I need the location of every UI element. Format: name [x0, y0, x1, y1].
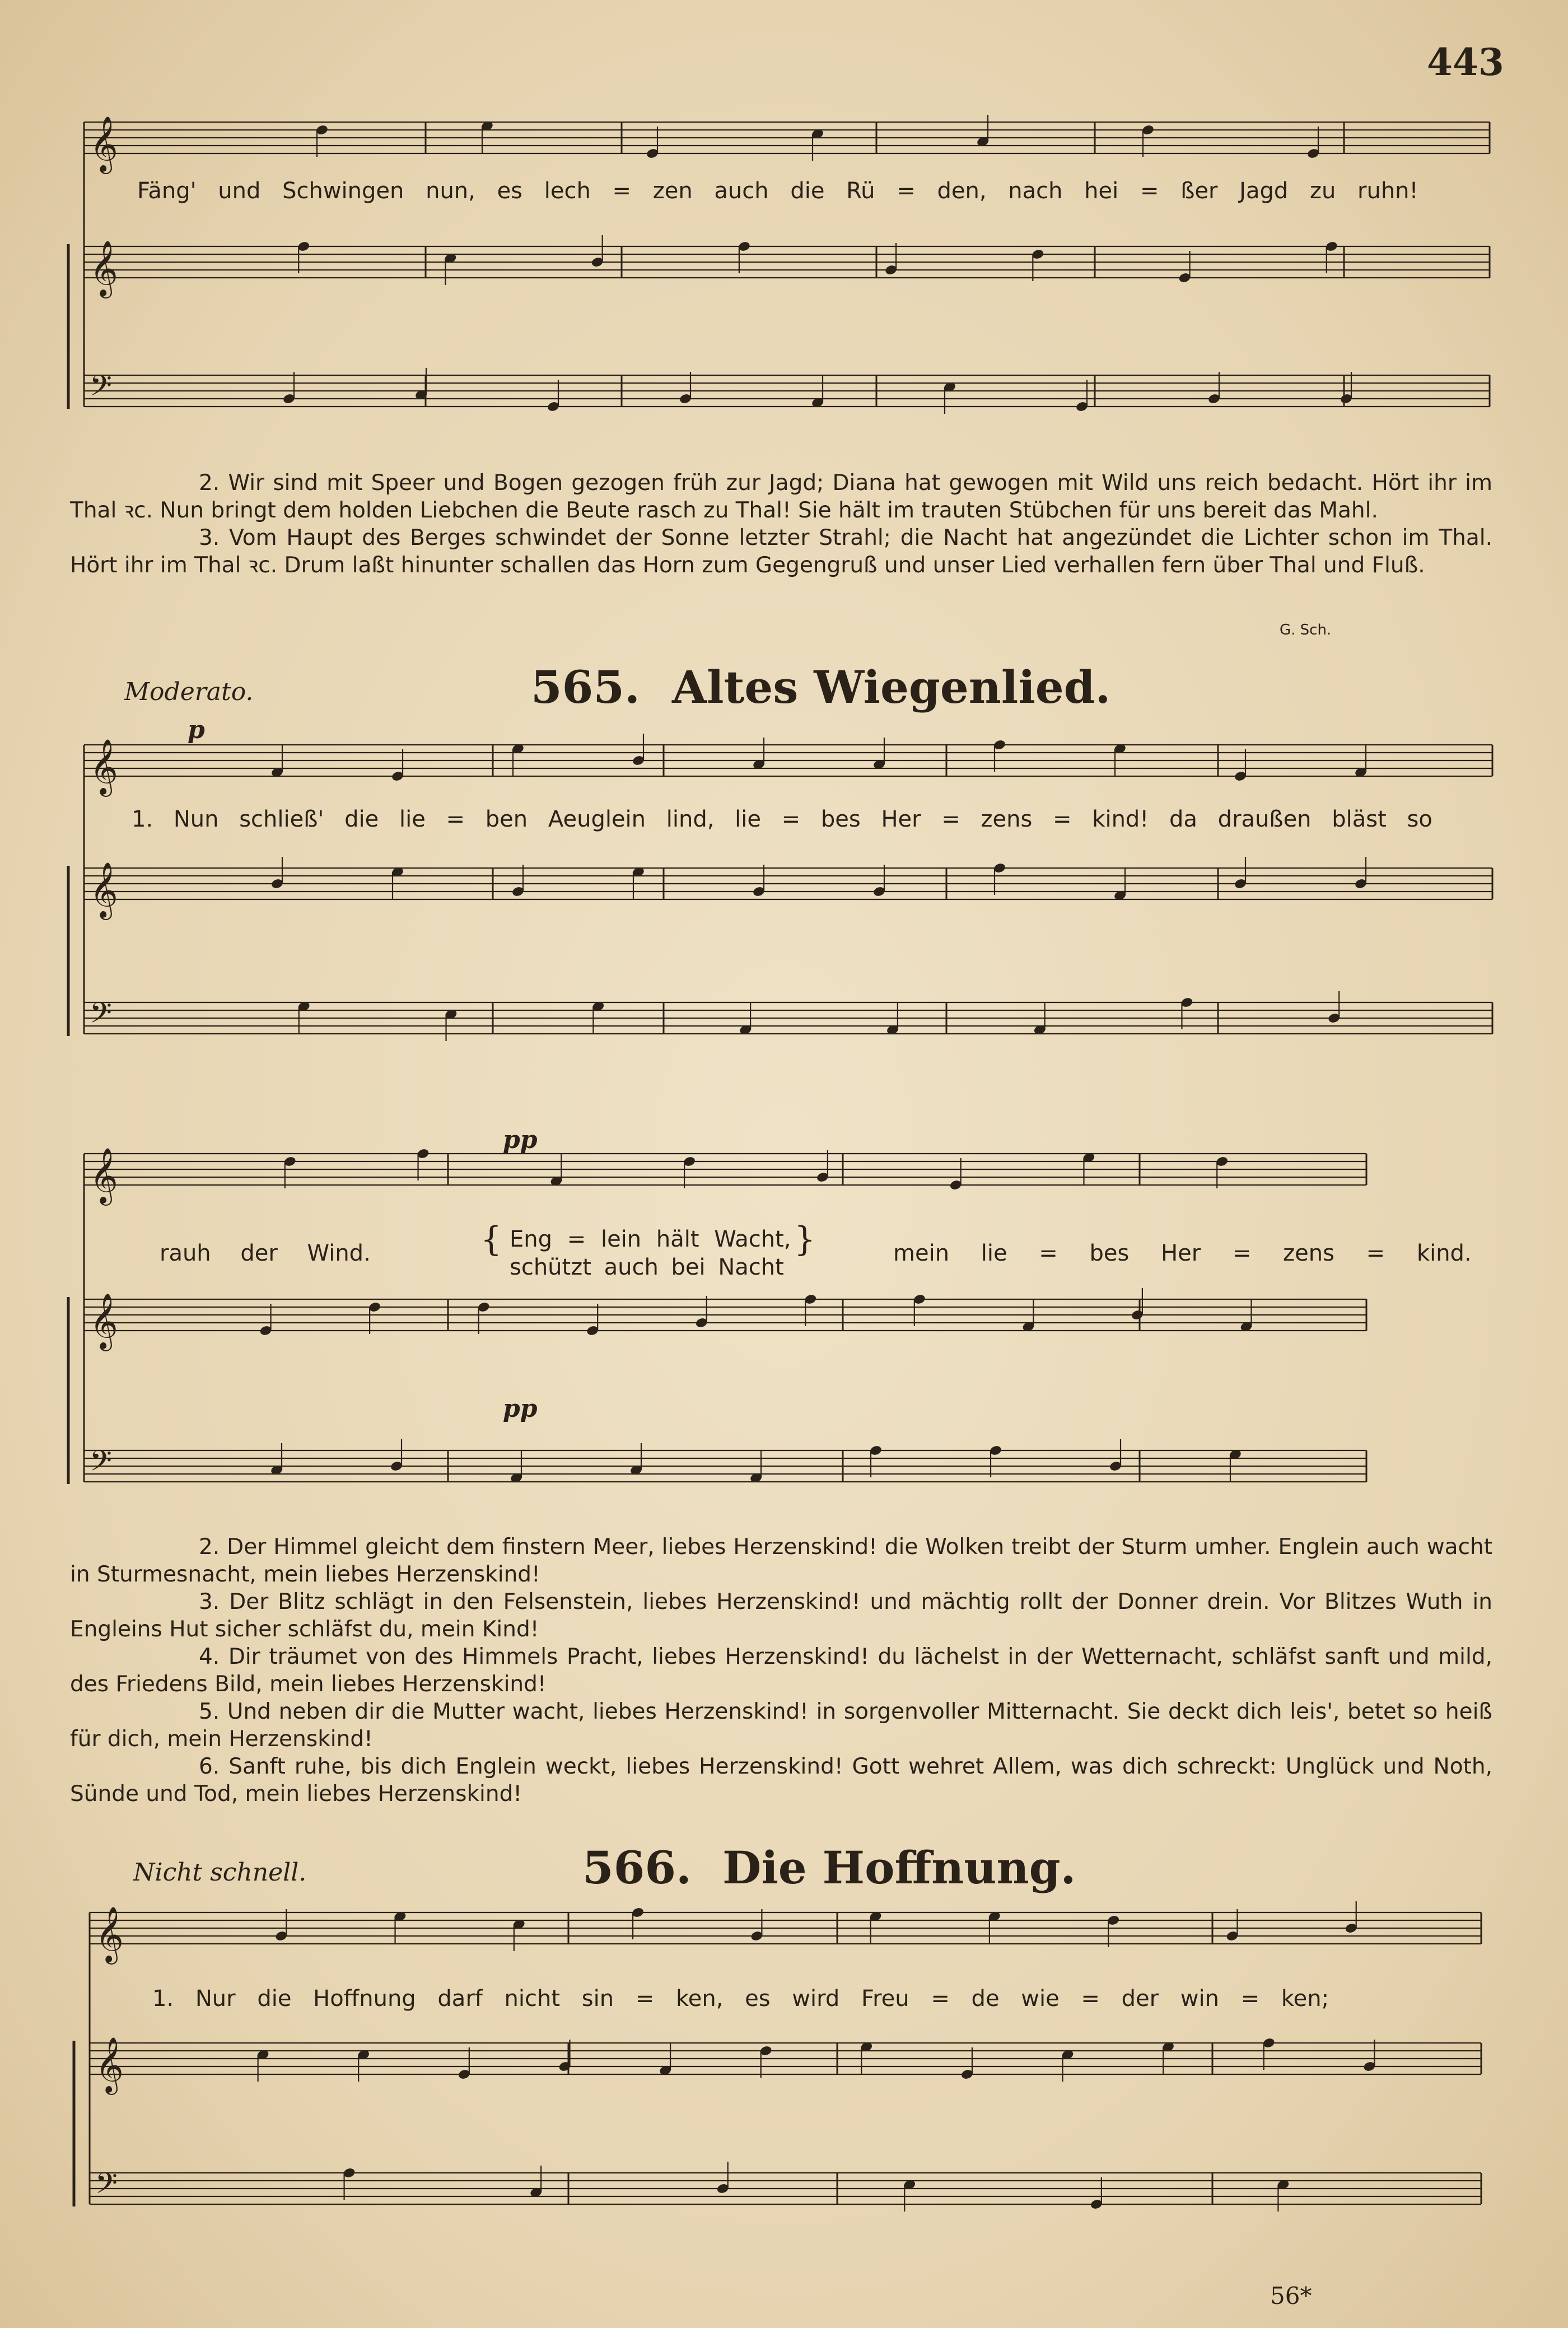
song-565-dynamic-pp-piano: pp — [503, 1394, 538, 1423]
top-verse-3: 3. Vom Haupt des Berges schwindet der Sonne letzter Strahl; die Nacht hat angezündet die Lichter schon im Thal. Hört ihr im Thal ꝛc. Drum laßt hinunter schallen das Horn zum Gegengruß und unser Lied verhallen fern über Thal und Fluß. — [70, 525, 1492, 578]
song-565-dynamic-p: p — [188, 716, 205, 744]
song-565-lyrics-line-2b-bottom: schützt auch bei Nacht — [510, 1254, 784, 1280]
song-565-verse-6: 6. Sanft ruhe, bis dich Englein weckt, liebes Herzenskind! Gott wehret Allem, was dich schreckt: Unglück und Noth, Sünde und Tod, mein liebes Herzenskind! — [70, 1754, 1492, 1807]
song-565-verse-2: 2. Der Himmel gleicht dem finstern Meer, liebes Herzenskind! die Wolken treibt der Sturm umher. Englein auch wacht in Sturmesnacht, mein liebes Herzenskind! — [70, 1534, 1492, 1587]
treble-clef-icon: 𝄞 — [90, 116, 118, 172]
song-565-number: 565. — [531, 661, 640, 713]
song-565-verse-3: 3. Der Blitz schlägt in den Felsenstein, liebes Herzenskind! und mächtig rollt der Donner drein. Vor Blitzes Wuth in Engleins Hut sicher schläfst du, mein Kind! — [70, 1589, 1492, 1642]
song-565-verse-5: 5. Und neben dir die Mutter wacht, liebes Herzenskind! in sorgenvoller Mitternacht. Sie deckt dich leis', betet so heiß für dich, mein Herzenskind! — [70, 1699, 1492, 1752]
treble-clef-icon: 𝄞 — [95, 2037, 124, 2093]
song-566-number: 566. — [582, 1841, 692, 1894]
bass-clef-icon: 𝄢 — [90, 996, 112, 1037]
top-song-verses — [70, 469, 1492, 579]
treble-clef-icon: 𝄞 — [90, 240, 118, 296]
bass-clef-icon: 𝄢 — [90, 368, 112, 409]
bass-clef-icon: 𝄢 — [95, 2166, 118, 2207]
top-verse-2: 2. Wir sind mit Speer und Bogen gezogen früh zur Jagd; Diana hat gewogen mit Wild uns reich bedacht. Hört ihr im Thal ꝛc. Nun bringt dem holden Liebchen die Beute rasch zu Thal! Sie hält im trauten Stübchen für uns bereit das Mahl. — [70, 470, 1492, 523]
page-number: 443 — [1427, 40, 1504, 84]
lyric-brace-left: { — [480, 1220, 502, 1259]
treble-clef-icon: 𝄞 — [90, 862, 118, 918]
bass-clef-icon: 𝄢 — [90, 1444, 112, 1485]
top-song-signature: G. Sch. — [1280, 622, 1332, 638]
footer-signature-mark: 56* — [1270, 2282, 1312, 2310]
song-565-lyrics-line-2c: mein lie = bes Her = zens = kind. — [893, 1240, 1472, 1266]
song-566-title: Die Hoffnung. — [722, 1841, 1076, 1894]
song-565-dynamic-pp-voice: pp — [503, 1126, 538, 1154]
song-566-lyrics-line-1: 1. Nur die Hoffnung darf nicht sin = ken, es wird Freu = de wie = der win = ken; — [152, 1986, 1329, 2012]
song-565-lyrics-line-2b-top: Eng = lein hält Wacht, — [510, 1226, 791, 1252]
treble-clef-icon: 𝄞 — [95, 1906, 124, 1962]
treble-clef-icon: 𝄞 — [90, 1293, 118, 1349]
song-565-verse-4: 4. Dir träumet von des Himmels Pracht, liebes Herzenskind! du lächelst in der Wetternacht, schläfst sanft und mild, des Friedens Bild, mein liebes Herzenskind! — [70, 1644, 1492, 1697]
song-565-lyrics-line-2a: rauh der Wind. — [160, 1240, 371, 1266]
song-565-tempo: Moderato. — [124, 678, 254, 706]
treble-clef-icon: 𝄞 — [90, 739, 118, 795]
treble-clef-icon: 𝄞 — [90, 1147, 118, 1203]
song-565-verses — [70, 1533, 1492, 1808]
lyric-brace-right: } — [794, 1220, 816, 1259]
song-565-title: Altes Wiegenlied. — [672, 661, 1111, 713]
top-song-lyrics: Fäng' und Schwingen nun, es lech = zen auch die Rü = den, nach hei = ßer Jagd zu ruhn! — [137, 178, 1418, 204]
song-566-tempo: Nicht schnell. — [133, 1858, 307, 1887]
song-565-lyrics-line-1: 1. Nun schließ' die lie = ben Aeuglein lind, lie = bes Her = zens = kind! da draußen bläst so — [132, 806, 1432, 832]
